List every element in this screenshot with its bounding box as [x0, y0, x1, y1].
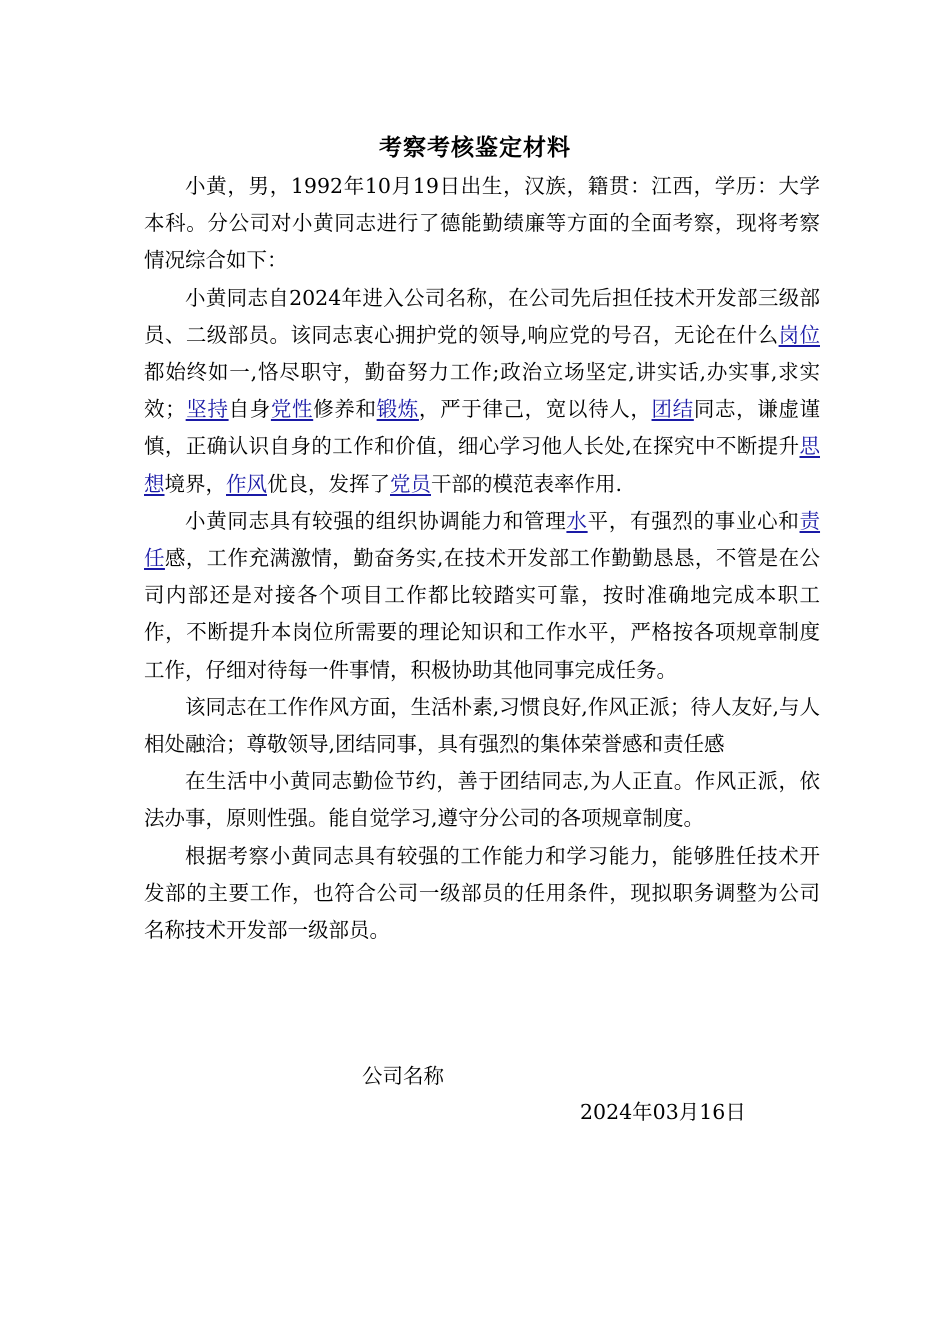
- body-paragraph: [144, 280, 820, 503]
- paragraph-text: 自身: [228, 397, 271, 422]
- body-paragraph: [144, 763, 820, 837]
- inline-link[interactable]: 作风: [226, 471, 267, 496]
- inline-link[interactable]: 坚持: [185, 397, 229, 422]
- paragraph-text: 小黄，男，1992年10月19日出生，汉族，籍贯：江西，学历：大学本科。分公司对小黄同志进行了德能勤绩廉等方面的全面考察，现将考察情况综合如下：: [144, 174, 820, 273]
- paragraph-text: 小黄同志自2024年进入公司名称，在公司先后担任技术开发部三级部员、二级部员。该同志衷心拥护党的领导,响应党的号召，无论在什么: [144, 285, 820, 347]
- body-paragraph: [144, 168, 820, 280]
- paragraph-text: 修养和: [313, 397, 377, 422]
- inline-link[interactable]: 党员: [390, 471, 431, 496]
- paragraph-text: 优良，发挥了: [267, 471, 390, 496]
- paragraph-text: 在生活中小黄同志勤俭节约，善于团结同志,为人正直。作风正派，依法办事，原则性强。能自觉学习,遵守分公司的各项规章制度。: [144, 769, 820, 831]
- paragraph-text: 根据考察小黄同志具有较强的工作能力和学习能力，能够胜任技术开发部的主要工作，也符合公司一级部员的任用条件，现拟职务调整为公司名称技术开发部一级部员。: [144, 843, 820, 943]
- signature-company-name: 公司名称: [362, 1064, 444, 1088]
- inline-link[interactable]: 党性: [270, 397, 314, 422]
- paragraph-text: 干部的模范表率作用.: [431, 471, 623, 496]
- inline-link[interactable]: 岗位: [778, 322, 820, 347]
- inline-link[interactable]: 锻炼: [376, 397, 419, 422]
- body-paragraph: [144, 503, 820, 689]
- paragraph-text: 都始终如一,恪尽职守，勤奋努力工作;政治立场坚定,讲实话,办实事,求实效；: [144, 360, 820, 422]
- paragraph-text: 感，工作充满激情，勤奋务实,在技术开发部工作勤勤恳恳，不管是在公司内部还是对接各个项目工作都比较踏实可靠，按时准确地完成本职工作，不断提升本岗位所需要的理论知识和工作水平，严格按各项规章制度工作，仔细对待每一件事情，积极协助其他同事完成任务。: [144, 546, 820, 682]
- document-title: 考察考核鉴定材料: [379, 134, 571, 161]
- paragraph-text: 小黄同志具有较强的组织协调能力和管理: [185, 508, 567, 533]
- paragraph-text: 该同志在工作作风方面，生活朴素,习惯良好,作风正派；待人友好,与人相处融洽；尊敬领导,团结同事，具有强烈的集体荣誉感和责任感: [144, 694, 820, 757]
- paragraph-text: ，严于律己，宽以待人，: [418, 397, 652, 422]
- paragraph-text: 平，有强烈的事业心和: [587, 508, 800, 533]
- document-body: [144, 168, 820, 949]
- body-paragraph: [144, 689, 820, 763]
- signature-date: 2024年03月16日: [580, 1100, 746, 1124]
- inline-link[interactable]: 责任: [144, 508, 821, 571]
- inline-link[interactable]: 团结: [651, 397, 694, 422]
- inline-link[interactable]: 水: [566, 508, 588, 533]
- inline-link[interactable]: 思想: [144, 434, 820, 496]
- paragraph-text: 同志，谦虚谨慎，正确认识自身的工作和价值，细心学习他人长处,在探究中不断提升: [144, 397, 821, 459]
- body-paragraph: [144, 838, 820, 950]
- paragraph-text: 境界，: [164, 471, 226, 496]
